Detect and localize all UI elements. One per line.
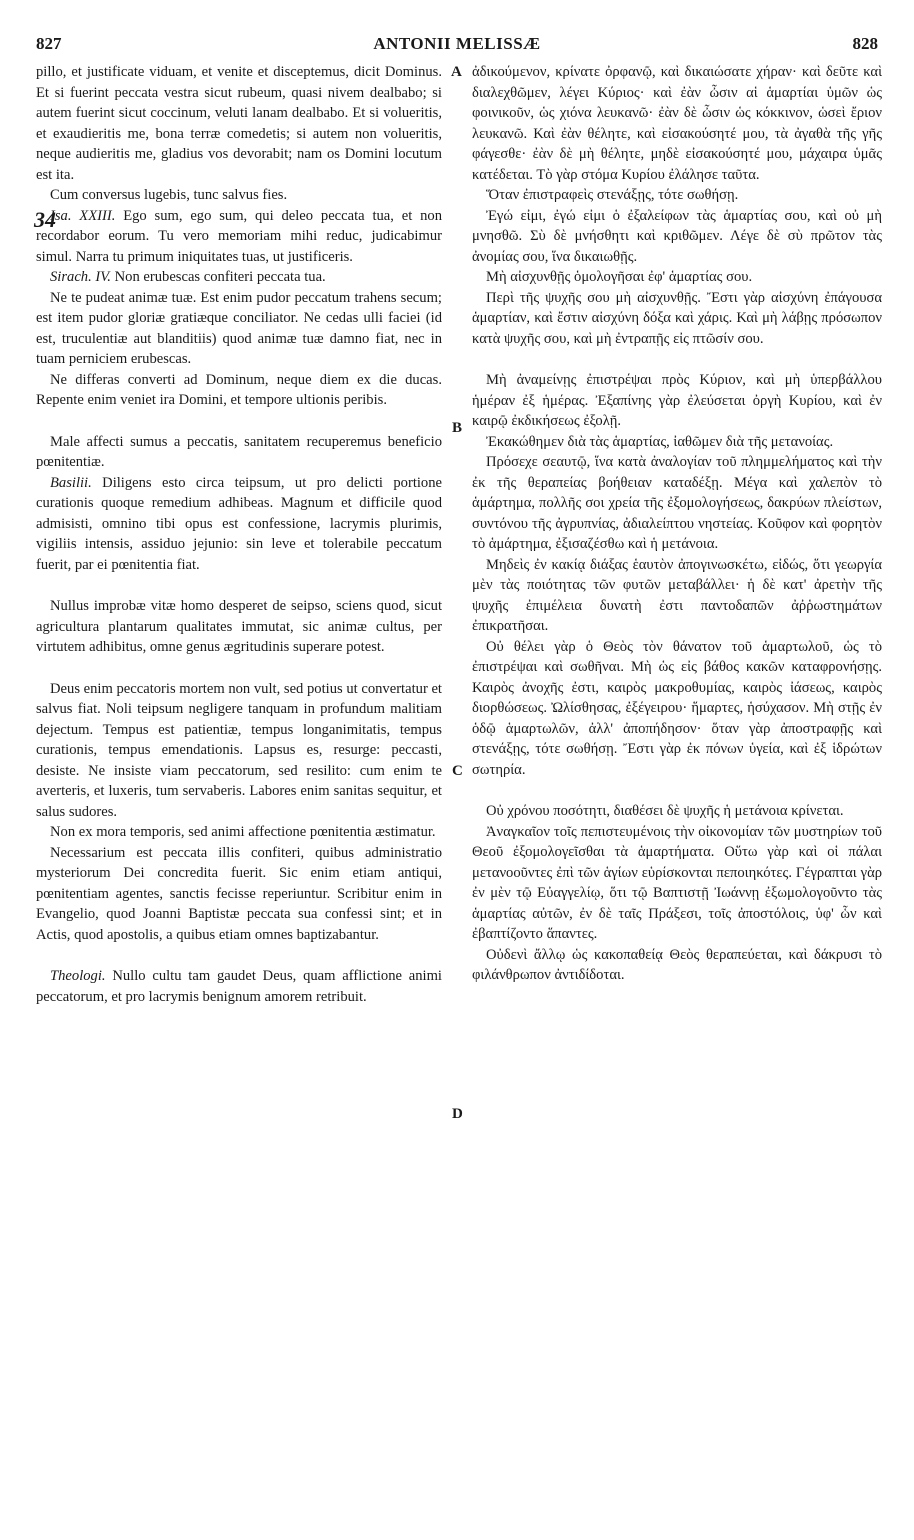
- latin-paragraph: Nullus improbæ vitæ homo desperet de seipso, sciens quod, sicut agricultura plantarum qualitates immutat, sic animæ cultus, per virtutem adhibitus, omne genus ægritudinis superare potest.: [36, 598, 442, 655]
- margin-letter-c: C: [452, 763, 463, 779]
- greek-paragraph: ἀδικούμενον, κρίνατε ὀρφανῷ, καὶ δικαιώσατε χήραν· καὶ δεῦτε καὶ διαλεχθῶμεν, λέγει Κύριος· καὶ ἐὰν ὦσιν αἱ ἁμαρτίαι ὑμῶν ὡς φοινικοῦν, ὡς χιόνα λευκανῶ· ἐὰν δὲ ὦσιν ὡς κόκκινον, ὡσεὶ ἔριον λευκανῶ. Καὶ ἐὰν θέλητε, καὶ εἰσακούσητέ μου, τὰ ἀγαθὰ τῆς γῆς φάγεσθε· ἐὰν δὲ μὴ θέλητε, μηδὲ εἰσακούσητέ μου, μάχαιρα ὑμᾶς κατέδεται. Τὸ γὰρ στόμα Κυρίου ἐλάλησε ταῦτα.: [472, 64, 882, 183]
- column-number-marker: 34: [34, 207, 56, 232]
- right-page-number: 828: [852, 34, 878, 53]
- source-reference: Basilii.: [50, 474, 92, 491]
- greek-paragraph: Ὅταν ἐπιστραφεὶς στενάξῃς, τότε σωθήσῃ.: [486, 187, 739, 203]
- greek-paragraph: Μὴ ἀναμείνῃς ἐπιστρέψαι πρὸς Κύριον, καὶ μὴ ὑπερβάλλου ἡμέραν ἐξ ἡμέρας. Ἐξαπίνης γὰρ ἐλεύσεται ὀργὴ Κυρίου, καὶ ἐν καιρῷ ἐκδικήσεως ἐξολῇ.: [472, 372, 882, 429]
- greek-paragraph: Οὐδενὶ ἄλλῳ ὡς κακοπαθείᾳ Θεὸς θεραπεύεται, καὶ δάκρυσι τὸ φιλάνθρωπον ἀντιδίδοται.: [472, 946, 882, 983]
- greek-paragraph: Μηδεὶς ἐν κακίᾳ διάξας ἑαυτὸν ἀπογινωσκέτω, εἰδώς, ὅτι γεωργία μὲν τὰς ποιότητας τῶν φυτῶν μεταβάλλει· ἡ δὲ κατ' ἀρετὴν τῆς ψυχῆς ἐπιμέλεια δυνατὴ ἐστι παντοδαπῶν ἀῤῥωστημάτων ἐπικρατῆσαι.: [472, 556, 882, 634]
- paragraph-text: Diligens esto circa teipsum, ut pro delicti portione curationis quoque remedium adhibeas. Magnum et difficile quod admisisti, omnino tibi opus est confessione, lacrymis plurimis, vigiliis intensis, assiduo jejunio: sin leve et tolerabile peccatum fuerit, par ei pœnitentia fiat.: [36, 474, 442, 573]
- margin-letter-b: B: [452, 420, 463, 436]
- latin-paragraph: Cum conversus lugebis, tunc salvus fies.: [50, 187, 288, 203]
- latin-paragraph: Non ex mora temporis, sed animi affectione pœnitentia æstimatur.: [50, 824, 436, 840]
- greek-paragraph: Οὐ χρόνου ποσότητι, διαθέσει δὲ ψυχῆς ἡ μετάνοια κρίνεται.: [486, 803, 844, 819]
- source-reference: Isa. XXIII.: [50, 207, 116, 224]
- latin-paragraph: Ne te pudeat animæ tuæ. Est enim pudor peccatum trahens secum; est item pudor gloriæ gratiæque conciliator. Ne cedas ulli faciei (id est, truculentiæ aut blanditiis) quod animæ tuæ damno fiat, nec in tuam perniciem erubescas.: [36, 289, 442, 367]
- latin-paragraph: [36, 473, 442, 576]
- running-header: [36, 34, 878, 56]
- latin-paragraph: Ne differas converti ad Dominum, neque diem ex die ducas. Repente enim veniet ira Domini, et tempore ultionis peribis.: [36, 371, 442, 408]
- greek-paragraph: Οὐ θέλει γὰρ ὁ Θεὸς τὸν θάνατον τοῦ ἁμαρτωλοῦ, ὡς τὸ ἐπιστρέψαι καὶ σωθῆναι. Μὴ ὡς εἰς βάθος κακῶν καταφρονήσῃς. Καιρὸς ἀνοχῆς ἐστι, καιρὸς μακροθυμίας, καιρὸς ἰάσεως, καιρὸς διορθώσεως. Ὠλίσθησας, ἐξέγειρου· ἥμαρτες, ἡσύχασον. Μὴ στῇς ἐν ὁδῷ ἁμαρτωλῶν, ἀλλ' ἀποπήδησον· ὅταν γὰρ ἀποστραφῇς καὶ στενάξῃς, τότε σωθήσῃ. Ἔστι γὰρ ἐκ πόνων ὑγεία, καὶ ἐξ ἱδρώτων σωτηρία.: [472, 638, 882, 778]
- latin-paragraph: [36, 966, 442, 1007]
- source-reference: Sirach. IV.: [50, 269, 111, 285]
- greek-paragraph: Περὶ τῆς ψυχῆς σου μὴ αἰσχυνθῇς. Ἔστι γὰρ αἰσχύνη ἐπάγουσα ἁμαρτίαν, καὶ ἔστιν αἰσχύνη δόξα καὶ χάρις. Καὶ μὴ λάβῃς πρόσωπον κατὰ ψυχῆς σου, καὶ μὴ ἐντραπῇς εἰς πτῶσίν σου.: [472, 289, 882, 347]
- running-title: ANTONII MELISSÆ: [373, 34, 541, 53]
- latin-paragraph: [36, 206, 442, 268]
- left-page-number: 827: [36, 34, 62, 53]
- latin-paragraph: Male affecti sumus a peccatis, sanitatem recuperemus beneficio pœnitentiæ.: [36, 433, 442, 470]
- greek-paragraph: Πρόσεχε σεαυτῷ, ἵνα κατὰ ἀναλογίαν τοῦ πλημμελήματος καὶ τὴν ἐκ τῆς θεραπείας βοήθειαν καταδέξῃ. Μέγα καὶ χαλεπὸν τὸ ἁμάρτημα, πολλῆς σοι χρεία τῆς ἐξομολογήσεως, δακρύων πλείστων, συντόνου τῆς ἀγρυπνίας, ἀδιαλείπτου νηστείας. Κοῦφον καὶ φορητὸν τὸ ἁμάρτημα, ἐξισαζέσθω καὶ ἡ μετάνοια.: [472, 454, 882, 552]
- paragraph-text: Ego sum, ego sum, qui deleo peccata tua, et non recordabor eorum. Tu vero memoriam mihi reduc, judicabimur simul. Narra tu primum iniquitates tuas, ut justificeris.: [36, 207, 442, 265]
- greek-paragraph: Μὴ αἰσχυνθῇς ὁμολογῆσαι ἐφ' ἁμαρτίας σου.: [486, 269, 753, 285]
- latin-paragraph: Deus enim peccatoris mortem non vult, sed potius ut convertatur et salvus fiat. Noli teipsum negligere tanquam in profundum malitiam dejectum. Tempus est patientiæ, tempus longanimitatis, tempus curationis, tempus emendationis. Lapsus es, resurge: peccasti, desiste. Ne insiste viam peccatorum, sed resilito: cum enim te averteris, et luxeris, tum servaberis. Labores enim sanitas sequitur, et salus sudores.: [36, 680, 442, 820]
- greek-paragraph: Ἐγώ εἰμι, ἐγώ εἰμι ὁ ἐξαλείφων τὰς ἁμαρτίας σου, καὶ οὐ μὴ μνησθῶ. Σὺ δὲ μνήσθητι καὶ κριθῶμεν. Λέγε δὲ σὺ πρῶτον τὰς ἀνομίας σου, ἵνα δικαιωθῇς.: [472, 207, 882, 265]
- paragraph-text: Nullo cultu tam gaudet Deus, quam afflictione animi peccatorum, et pro lacrymis benignum amorem retribuit.: [36, 968, 442, 1005]
- greek-paragraph: Ἀναγκαῖον τοῖς πεπιστευμένοις τὴν οἰκονομίαν τῶν μυστηρίων τοῦ Θεοῦ ἐξομολογεῖσθαι τὰ ἁμαρτήματα. Οὕτω γὰρ καὶ οἱ πάλαι μετανοοῦντες ἐπὶ τῶν ἁγίων εὑρίσκονται πεποιηκότες. Γέγραπται γὰρ ἐν μὲν τῷ Εὐαγγελίῳ, ὅτι τῷ Βαπτιστῇ Ἰωάννῃ ἐξωμολογοῦντο τὰς ἁμαρτίας αὐτῶν, ἐν δὲ ταῖς Πράξεσι, τοῖς ἀποστόλοις, ὑφ' ὧν καὶ ἐβαπτίζοντο ἅπαντες.: [472, 823, 882, 942]
- latin-paragraph: Necessarium est peccata illis confiteri, quibus administratio mysteriorum Dei concredita fuerit. Sic enim etiam antiqui, pœnitentiam agentes, sanctis fecisse reperiuntur. Scribitur enim in Evangelio, quod Joanni Baptistæ peccata sua confessi sint; et in Actis, quod apostolis, a quibus etiam omnes baptizabantur.: [36, 844, 442, 943]
- source-reference: Theologi.: [50, 968, 106, 984]
- greek-column: [472, 62, 882, 986]
- latin-paragraph: pillo, et justificate viduam, et venite et disceptemus, dicit Dominus. Et si fuerint peccata vestra sicut rubeum, quasi nivem dealbabo; si autem fuerint sicut coccinum, veluti lanam dealbabo. Et si volueritis, et exaudieritis me, bona terræ comedetis; si autem non volueritis, neque audieritis me, gladius vos devorabit; nam os Domini locutum est ita.: [36, 64, 442, 183]
- greek-paragraph: Ἐκακώθημεν διὰ τὰς ἁμαρτίας, ἰαθῶμεν διὰ τῆς μετανοίας.: [486, 433, 834, 450]
- latin-column: [36, 62, 442, 1007]
- margin-letter-a: A: [451, 64, 462, 80]
- margin-letter-d: D: [452, 1106, 463, 1122]
- latin-paragraph: [36, 267, 442, 288]
- paragraph-text: Non erubescas confiteri peccata tua.: [110, 269, 326, 285]
